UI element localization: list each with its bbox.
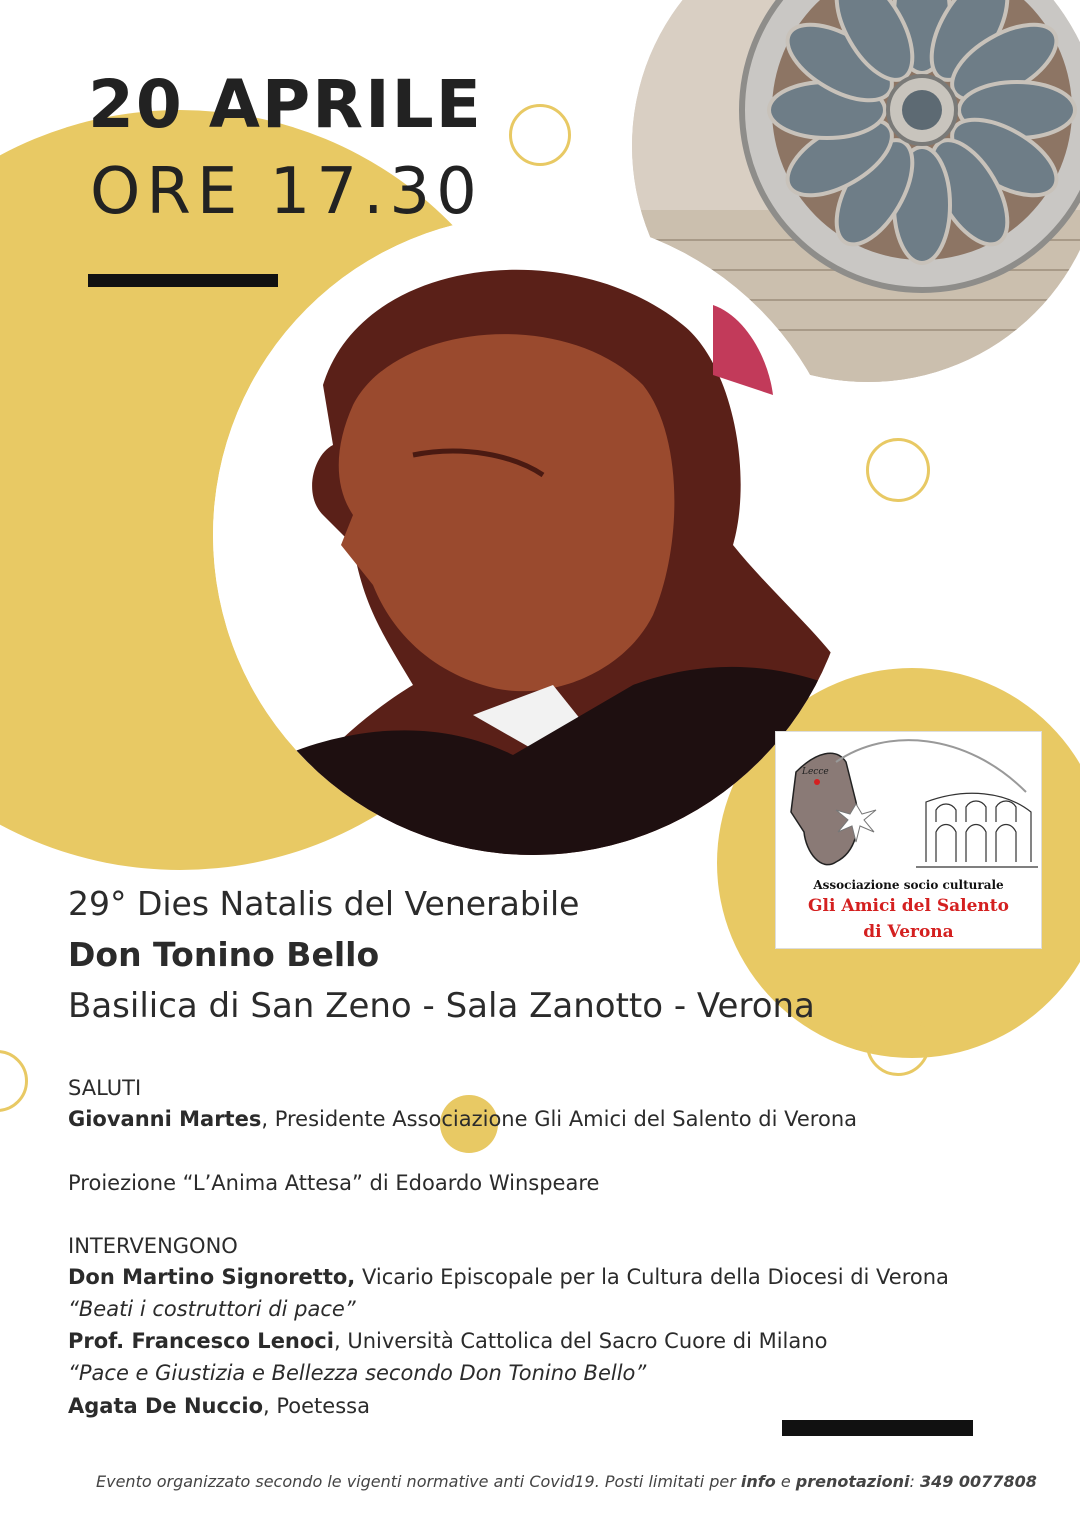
portrait-photo [213,215,853,855]
saluti-role: , Presidente Associazione Gli Amici del Salento di Verona [261,1107,858,1131]
ring-outline-right [866,438,930,502]
speaker-3 [68,1394,370,1418]
speaker-role: Vicario Episcopale per la Cultura della Diocesi di Verona [355,1265,949,1289]
logo-line-1: Associazione socio culturale [813,878,1004,892]
ring-outline-left [0,1050,28,1112]
footer-booking: prenotazioni [795,1472,910,1491]
ring-outline-bottom-right [866,1012,930,1076]
speaker-1-talk: “Beati i costruttori di pace” [68,1297,356,1321]
footer-phone: 349 0077808 [919,1472,1037,1491]
speaker-2 [68,1329,827,1353]
event-honoree: Don Tonino Bello [68,935,380,974]
speaker-role: , Poetessa [263,1394,370,1418]
speaker-name: Agata De Nuccio [68,1394,264,1418]
logo-line-3: di Verona [863,922,954,942]
speaker-1 [68,1265,949,1289]
logo-line-2: Gli Amici del Salento [808,896,1009,916]
footer-note [96,1472,1037,1491]
footer-text: Evento organizzato secondo le vigenti normative anti Covid19. Posti limitati per [96,1472,741,1491]
svg-text:Lecce: Lecce [802,767,829,777]
speaker-name: Prof. Francesco Lenoci [68,1329,334,1353]
interventi-heading: INTERVENGONO [68,1234,238,1258]
footer-divider [782,1420,973,1436]
event-time: ORE 17.30 [90,155,483,229]
ring-outline-top [509,104,571,166]
projection-line: Proiezione “L’Anima Attesa” di Edoardo Winspeare [68,1171,600,1195]
footer-info: info [740,1472,776,1491]
association-logo [775,731,1042,949]
saluti-name: Giovanni Martes [68,1107,262,1131]
event-anniversary: 29° Dies Natalis del Venerabile [68,884,580,923]
footer-and: e [775,1472,796,1491]
saluti-line [68,1107,857,1131]
footer-colon: : [909,1472,920,1491]
speaker-name: Don Martino Signoretto, [68,1265,356,1289]
speaker-2-talk: “Pace e Giustizia e Bellezza secondo Don Tonino Bello” [68,1361,647,1385]
event-date: 20 APRILE [88,66,483,143]
event-venue: Basilica di San Zeno - Sala Zanotto - Verona [68,986,815,1026]
header-divider [88,274,278,287]
saluti-heading: SALUTI [68,1076,142,1100]
speaker-role: , Università Cattolica del Sacro Cuore di Milano [333,1329,828,1353]
